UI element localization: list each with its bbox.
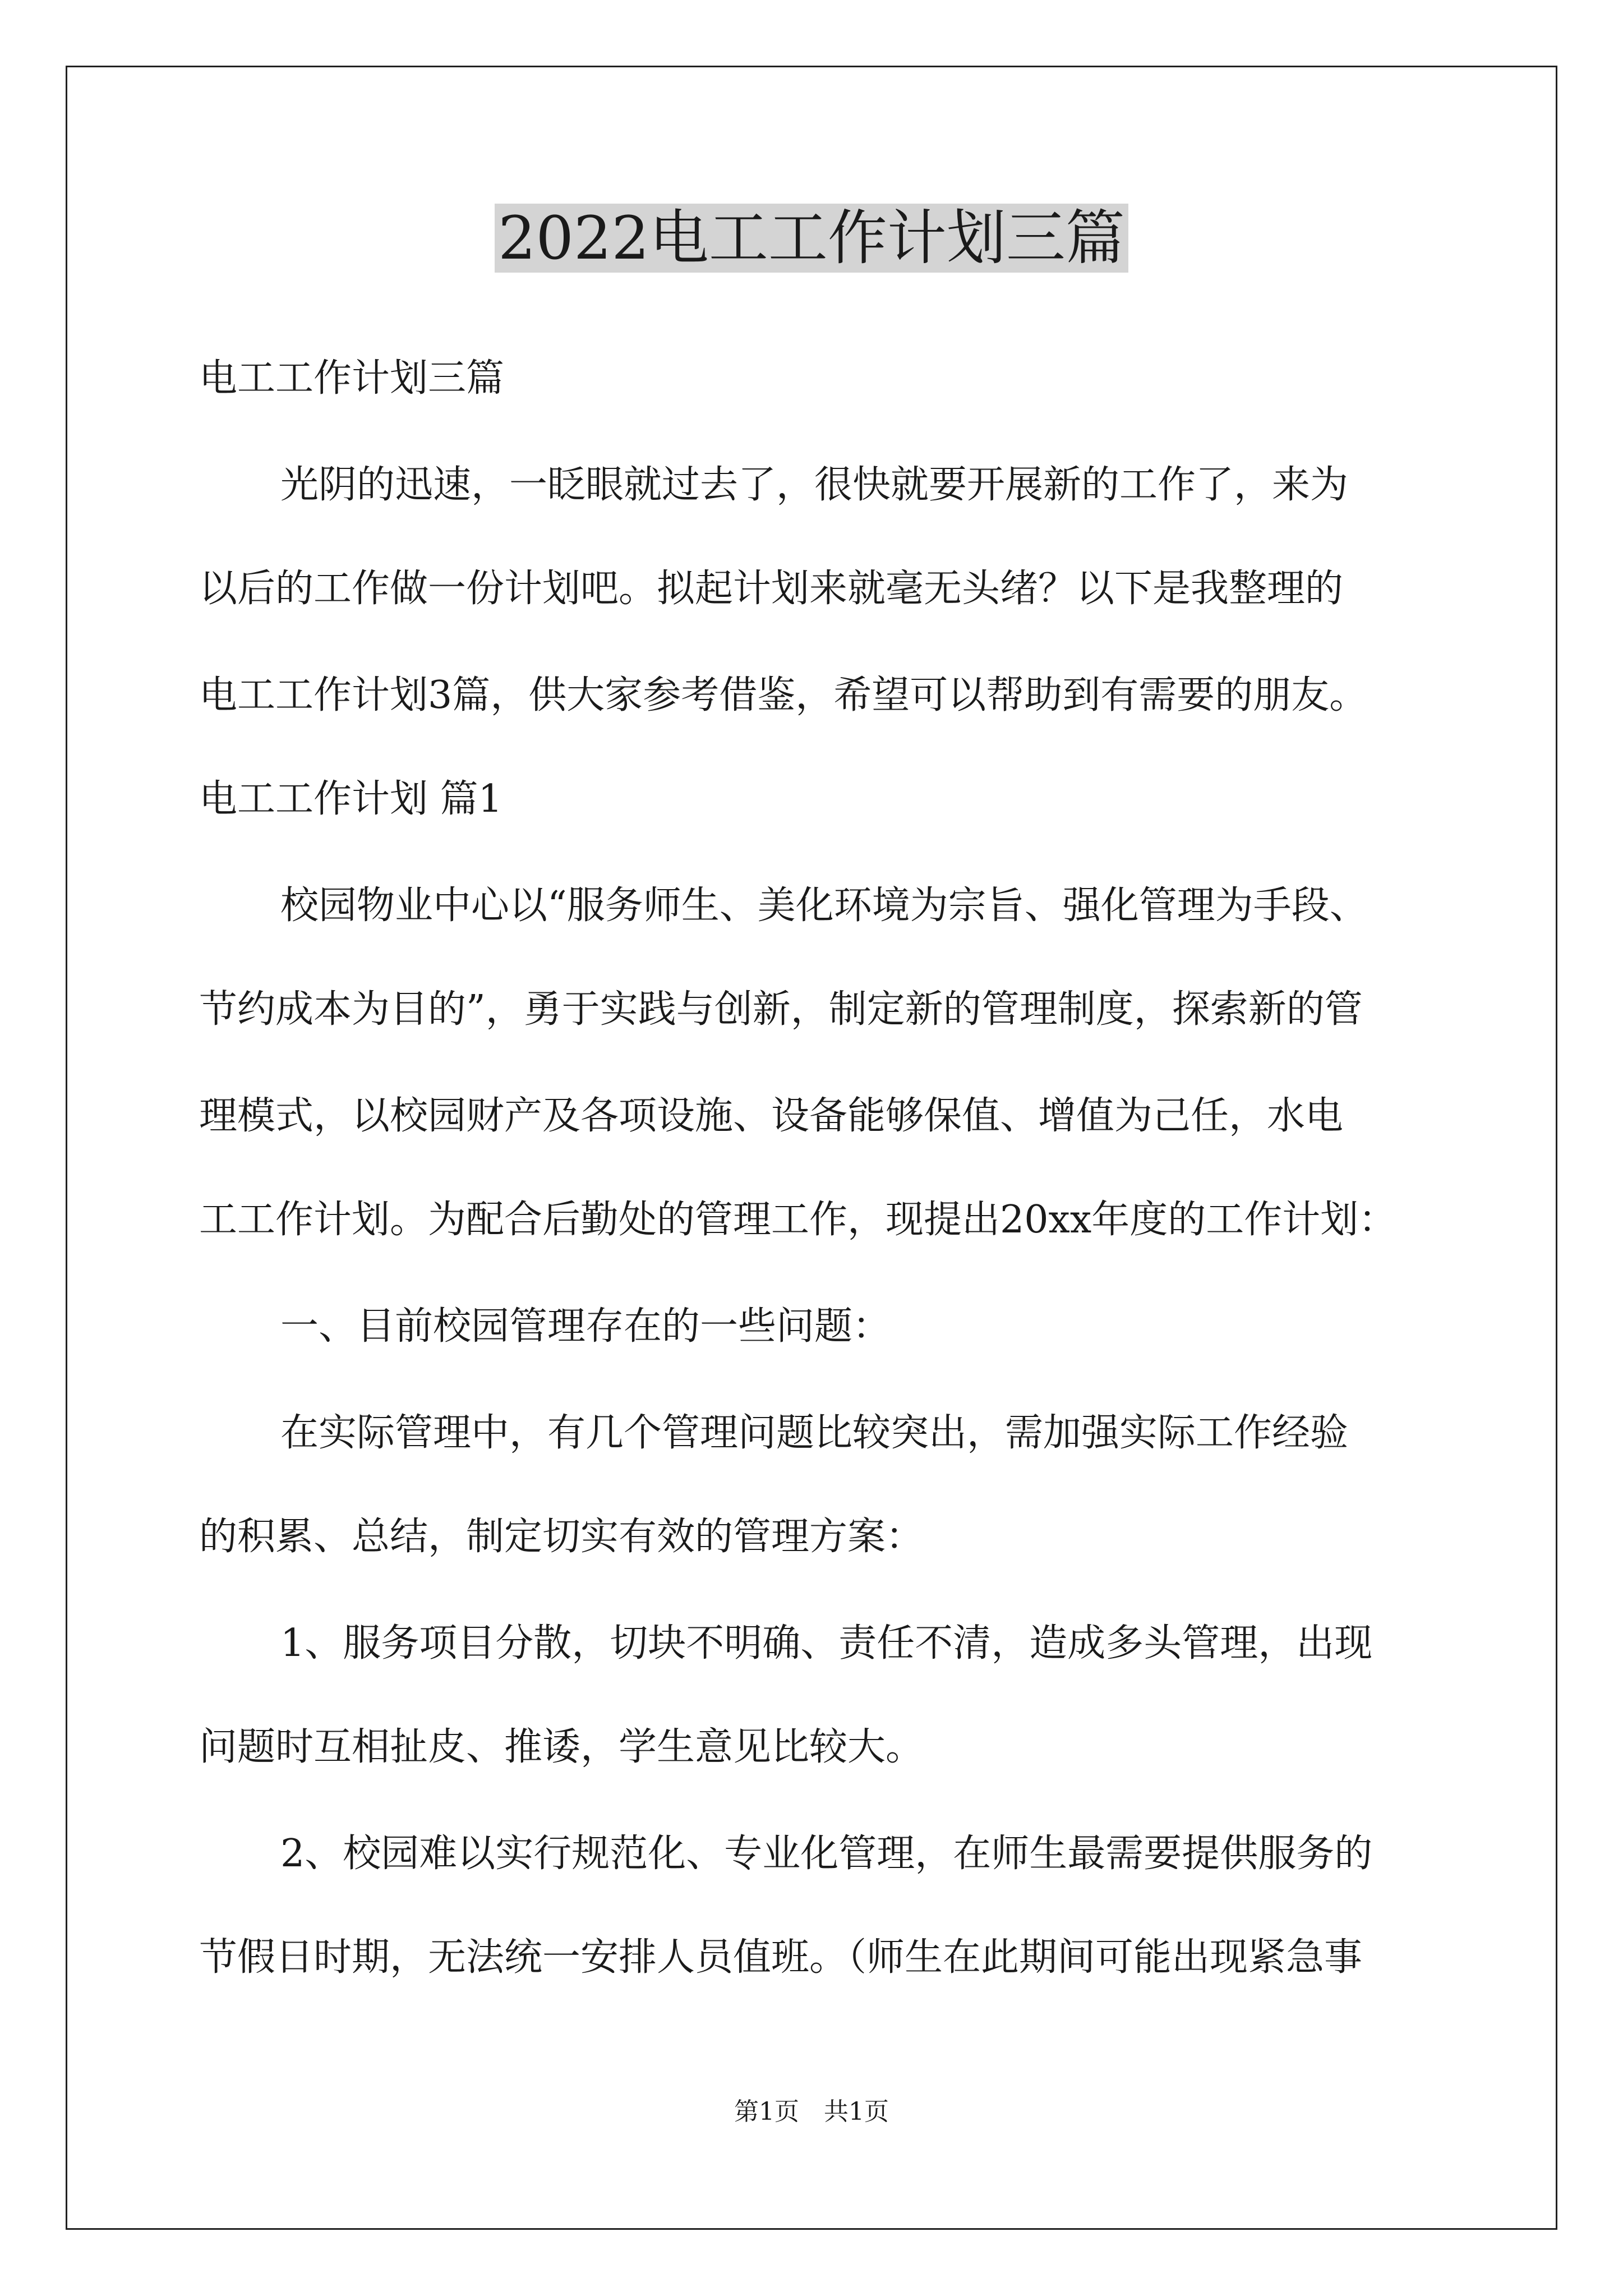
paragraph-line: 工工作计划。为配合后勤处的管理工作，现提出20xx年度的工作计划： [199,1198,1397,1242]
paragraph-line: 校园物业中心以“服务师生、美化环境为宗旨、强化管理为手段、 [280,884,1368,928]
paragraph-line: 以后的工作做一份计划吧。拟起计划来就毫无头绪？以下是我整理的 [199,567,1344,611]
paragraph-line: 理模式，以校园财产及各项设施、设备能够保值、增值为己任，水电 [199,1094,1344,1138]
section-heading: 电工工作计划 篇1 [199,777,502,821]
page-number-total: 共1页 [824,2097,889,2126]
page-number-current: 第1页 [734,2097,799,2126]
paragraph-line: 节假日时期，无法统一安排人员值班。（师生在此期间可能出现紧急事 [199,1935,1363,1980]
paragraph-line: 2、校园难以实行规范化、专业化管理，在师生最需要提供服务的 [280,1832,1373,1876]
paragraph-line: 1、服务项目分散，切块不明确、责任不清，造成多头管理，出现 [280,1621,1373,1665]
document-title [0,199,1623,278]
paragraph-line: 在实际管理中，有几个管理问题比较突出，需加强实际工作经验 [280,1411,1349,1455]
paragraph-line: 的积累、总结，制定切实有效的管理方案： [199,1515,924,1559]
subtitle-line: 电工工作计划三篇 [199,356,505,401]
paragraph-line: 节约成本为目的”，勇于实践与创新，制定新的管理制度，探索新的管 [199,987,1363,1032]
paragraph-line: 一、目前校园管理存在的一些问题： [280,1304,891,1349]
paragraph-line: 光阴的迅速，一眨眼就过去了，很快就要开展新的工作了，来为 [280,463,1349,507]
page-footer [0,2095,1623,2129]
paragraph-line: 问题时互相扯皮、推诿，学生意见比较大。 [199,1725,924,1769]
document-title-text: 2022电工工作计划三篇 [495,204,1128,273]
paragraph-line: 电工工作计划3篇，供大家参考借鉴，希望可以帮助到有需要的朋友。 [199,673,1368,717]
